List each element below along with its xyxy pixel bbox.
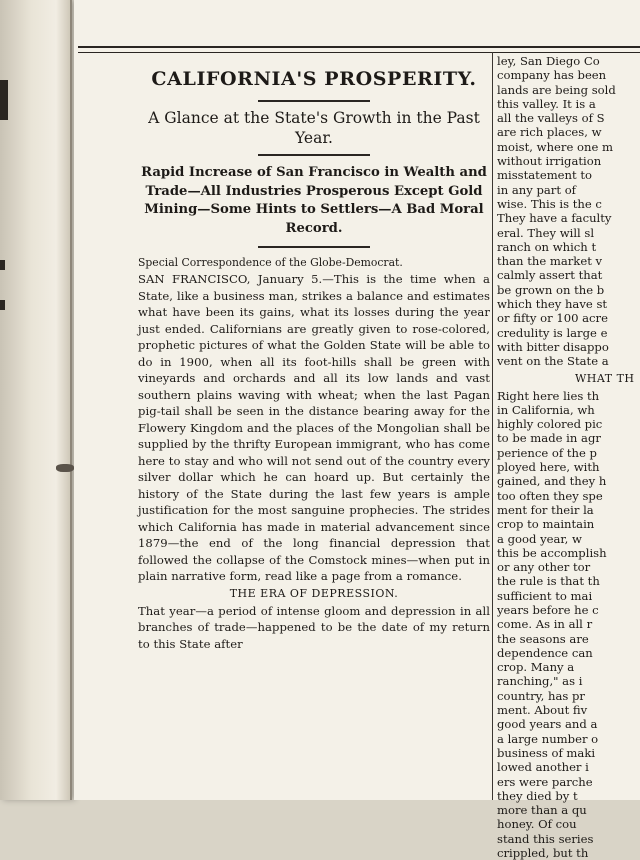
column-text-line: ranch on which t bbox=[497, 239, 597, 254]
adjacent-column-subhead: WHAT TH bbox=[575, 371, 635, 385]
column-text-line: or any other tor bbox=[497, 560, 591, 575]
column-text-line: ment. About fiv bbox=[497, 703, 588, 718]
column-text-line: the rule is that th bbox=[497, 574, 600, 589]
deck-rule bbox=[258, 154, 370, 156]
column-text-line: dependence can bbox=[497, 645, 593, 660]
column-divider bbox=[492, 52, 493, 800]
article-subdeck: Rapid Increase of San Francisco in Wealth and Trade—All Industries Prosperous Except Gold Mining—Some Hints to Settlers—A Bad Moral Record. bbox=[141, 165, 487, 236]
column-text-line: a good year, w bbox=[497, 531, 582, 546]
article-lead-paragraph: SAN FRANCISCO, January 5.—This is the time when a State, like a business man, strikes a balance and estimates what have been its gains, what its losses during the year just ended. Californians are greatly given to rose-colored, prophetic pictures of what the Golden State will be able to do in 1900, when all its foot-hills shall be green with vineyards and orchards and all its low lands and vast southern plains waving with wheat; when the last Pagan pig-tail shall be seen in the distance bearing away for the Flowery Kingdom and the places of the Mongolian shall be supplied by the thrifty European immigrant, who has come here to stay and who will not send out of the country every silver dollar which he can hoard up. But certainly the history of the State during the last few years is ample justification for the most sanguine prophecies. The strides which California has made in material advancement since 1879—the end of the long financial depression that followed the collapse of the Comstock mines—when put in plain narrative form, read like a page from a romance. bbox=[138, 272, 490, 583]
column-text-line: lowed another i bbox=[497, 760, 589, 775]
column-text-line: highly colored pic bbox=[497, 417, 603, 432]
column-text-line: misstatement to bbox=[497, 168, 592, 183]
column-text-line: company has been bbox=[497, 68, 607, 83]
adjacent-column bbox=[497, 54, 640, 860]
column-text-line: Right here lies th bbox=[497, 388, 600, 403]
column-text-line: gained, and they h bbox=[497, 474, 607, 489]
column-text-line: country, has pr bbox=[497, 688, 585, 703]
column-text-line: lands are being sold bbox=[497, 82, 616, 97]
adjacent-page-edge bbox=[0, 0, 72, 800]
column-text-line: in any part of bbox=[497, 182, 576, 197]
column-text-line: in California, wh bbox=[497, 402, 595, 417]
column-text-line: moist, where one m bbox=[497, 139, 613, 154]
article-headline: CALIFORNIA'S PROSPERITY. bbox=[151, 68, 477, 90]
column-text-line: with bitter disappo bbox=[497, 339, 609, 354]
column-text-line: ley, San Diego Co bbox=[497, 54, 600, 68]
column-text-line: years before he c bbox=[497, 602, 599, 617]
column-text-line: or fifty or 100 acre bbox=[497, 311, 608, 326]
column-text-line: credulity is large e bbox=[497, 325, 608, 340]
column-text-line: honey. Of cou bbox=[497, 817, 577, 832]
column-text-line: business of maki bbox=[497, 745, 596, 760]
page-edge-mark bbox=[0, 300, 5, 310]
adjacent-column-bottom bbox=[497, 389, 640, 860]
column-text-line: this valley. It is a bbox=[497, 96, 596, 111]
column-text-line: good years and a bbox=[497, 717, 598, 732]
adjacent-column-top bbox=[497, 54, 640, 369]
column-text-line: crop. Many a bbox=[497, 660, 575, 675]
column-text-line: this be accomplish bbox=[497, 545, 607, 560]
main-article bbox=[138, 58, 490, 652]
headline-rule bbox=[258, 100, 370, 102]
column-text-line: ment for their la bbox=[497, 502, 594, 517]
column-text-line: ployed here, with bbox=[497, 460, 600, 475]
column-text-line: more than a qu bbox=[497, 803, 587, 818]
column-text-line: than the market v bbox=[497, 254, 603, 269]
column-text-line: be grown on the b bbox=[497, 282, 605, 297]
subdeck-rule bbox=[258, 246, 370, 248]
column-text-line: all the valleys of S bbox=[497, 111, 605, 126]
column-text-line: crippled, but th bbox=[497, 846, 589, 860]
column-text-line: They have a faculty bbox=[497, 211, 612, 226]
column-text-line: are rich places, w bbox=[497, 125, 602, 140]
section-heading: THE ERA OF DEPRESSION. bbox=[229, 586, 399, 600]
column-text-line: vent on the State a bbox=[497, 354, 609, 369]
column-text-line: sufficient to mai bbox=[497, 588, 593, 603]
column-text-line: they died by t bbox=[497, 788, 578, 803]
column-text-line: perience of the p bbox=[497, 445, 597, 460]
column-text-line: stand this series bbox=[497, 831, 594, 846]
paper-tear bbox=[56, 464, 74, 472]
column-text-line: wise. This is the c bbox=[497, 196, 602, 211]
top-rule bbox=[78, 46, 640, 53]
article-credit: Special Correspondence of the Globe-Democrat. bbox=[138, 256, 403, 269]
column-text-line: come. As in all r bbox=[497, 617, 593, 632]
column-text-line: the seasons are bbox=[497, 631, 589, 646]
column-text-line: too often they spe bbox=[497, 488, 603, 503]
column-text-line: without irrigation bbox=[497, 154, 602, 169]
column-text-line: eral. They will sl bbox=[497, 225, 595, 240]
page-edge-mark bbox=[0, 260, 5, 270]
page-edge-mark bbox=[0, 80, 8, 120]
section-paragraph: That year—a period of intense gloom and depression in all branches of trade—happened to be the date of my return to this State after bbox=[138, 603, 490, 651]
column-text-line: calmly assert that bbox=[497, 268, 603, 283]
column-text-line: which they have st bbox=[497, 297, 608, 312]
column-text-line: ers were parche bbox=[497, 774, 593, 789]
column-text-line: to be made in agr bbox=[497, 431, 601, 446]
column-text-line: a large number o bbox=[497, 731, 599, 746]
column-text-line: ranching," as i bbox=[497, 674, 583, 689]
article-deck: A Glance at the State's Growth in the Past Year. bbox=[148, 109, 480, 147]
column-text-line: crop to maintain bbox=[497, 517, 595, 532]
